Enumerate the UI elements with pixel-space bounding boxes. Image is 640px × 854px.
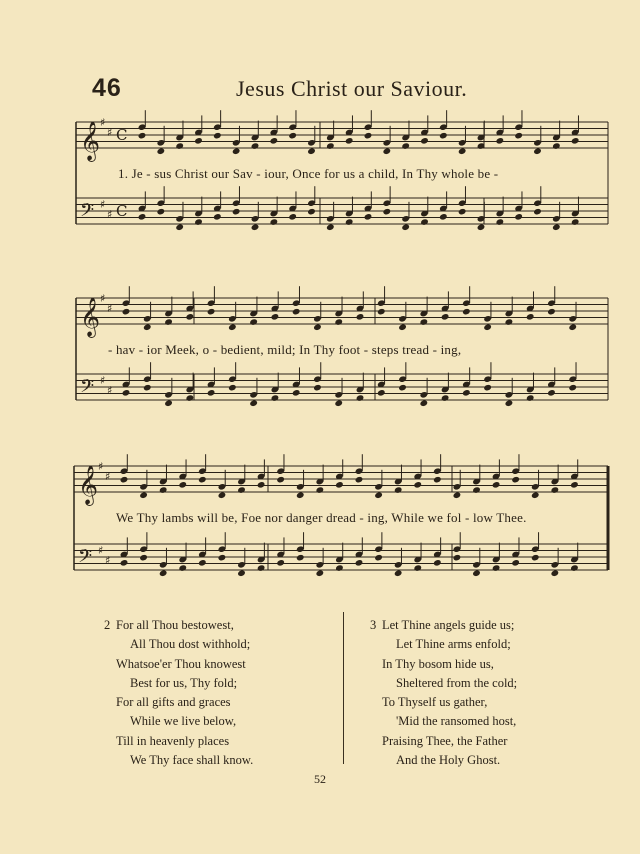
note-head <box>186 313 195 321</box>
note-head <box>296 554 305 562</box>
note-head <box>138 132 147 140</box>
note-head <box>335 564 344 572</box>
note-head <box>533 147 542 155</box>
hymn-number: 46 <box>92 74 122 102</box>
note-head <box>175 142 184 150</box>
common-time-icon: C <box>116 202 128 220</box>
note-head <box>505 399 514 407</box>
note-head <box>441 313 450 321</box>
stanza-2 <box>104 616 254 770</box>
note-head <box>178 481 187 489</box>
note-head <box>345 137 354 145</box>
sharp-icon: ♯ <box>107 302 113 315</box>
lyrics-system-3: We Thy lambs will be, Foe nor danger dread - ing, While we fol - low Thee. <box>116 510 527 525</box>
note-head <box>316 486 325 494</box>
stanza-line: Whatsoe'er Thou knowest <box>116 656 246 671</box>
note-head <box>552 223 561 231</box>
note-head <box>178 564 187 572</box>
note-head <box>458 208 467 216</box>
note-head <box>257 564 266 572</box>
note-head <box>271 313 280 321</box>
note-head <box>453 491 462 499</box>
note-head <box>237 486 246 494</box>
note-head <box>570 564 579 572</box>
note-head <box>462 389 471 397</box>
note-head <box>120 476 129 484</box>
note-head <box>496 218 505 226</box>
note-head <box>270 218 279 226</box>
note-head <box>307 147 316 155</box>
note-head <box>249 318 258 326</box>
note-head <box>477 223 486 231</box>
note-head <box>288 132 297 140</box>
note-head <box>420 218 429 226</box>
note-head <box>122 308 131 316</box>
note-head <box>198 559 207 567</box>
note-head <box>453 554 462 562</box>
note-head <box>398 384 407 392</box>
bass-clef-icon: 𝄢 <box>80 200 95 226</box>
note-head <box>511 559 520 567</box>
note-head <box>492 481 501 489</box>
note-head <box>394 569 403 577</box>
note-head <box>335 481 344 489</box>
note-head <box>271 394 280 402</box>
note-head <box>194 218 203 226</box>
note-head <box>139 554 148 562</box>
note-head <box>276 559 285 567</box>
note-head <box>514 213 523 221</box>
note-head <box>551 486 560 494</box>
note-head <box>276 476 285 484</box>
note-head <box>292 389 301 397</box>
note-head <box>420 318 429 326</box>
stanza-line: Praising Thee, the Father <box>382 733 508 748</box>
stanza-line: Sheltered from the cold; <box>396 675 518 690</box>
note-head <box>355 476 364 484</box>
stanza-line: We Thy face shall know. <box>130 753 254 768</box>
note-head <box>377 308 386 316</box>
note-head <box>232 147 241 155</box>
note-head <box>157 147 166 155</box>
sharp-icon: ♯ <box>100 198 106 211</box>
note-head <box>288 213 297 221</box>
note-head <box>228 384 237 392</box>
note-head <box>374 554 383 562</box>
note-head <box>571 137 580 145</box>
note-head <box>433 476 442 484</box>
note-head <box>313 323 322 331</box>
note-head <box>355 559 364 567</box>
hymn-title: Jesus Christ our Saviour. <box>236 76 468 101</box>
stanza-line: For all gifts and graces <box>116 695 231 710</box>
stanza-line: Till in heavenly places <box>116 733 230 748</box>
note-head <box>413 564 422 572</box>
note-head <box>296 491 305 499</box>
sharp-icon: ♯ <box>100 292 106 305</box>
note-head <box>533 208 542 216</box>
note-head <box>531 491 540 499</box>
stanza-line: In Thy bosom hide us, <box>382 656 494 671</box>
stanza-3 <box>370 616 518 770</box>
note-head <box>143 323 152 331</box>
bass-clef-icon: 𝄢 <box>80 376 95 402</box>
sharp-icon: ♯ <box>107 384 113 397</box>
treble-clef-icon: 𝄞 <box>80 297 101 337</box>
note-head <box>175 223 184 231</box>
treble-clef-icon: 𝄞 <box>78 465 99 505</box>
note-head <box>420 137 429 145</box>
note-head <box>194 137 203 145</box>
note-head <box>334 399 343 407</box>
note-head <box>334 318 343 326</box>
note-head <box>364 213 373 221</box>
bass-clef-icon: 𝄢 <box>78 546 93 572</box>
note-head <box>164 399 173 407</box>
note-head <box>228 323 237 331</box>
note-head <box>213 132 222 140</box>
note-head <box>249 399 258 407</box>
note-head <box>326 142 335 150</box>
note-head <box>356 394 365 402</box>
note-head <box>232 208 241 216</box>
sharp-icon: ♯ <box>107 126 113 139</box>
stanza-line: Let Thine angels guide us; <box>382 618 515 632</box>
note-head <box>441 394 450 402</box>
stanza-line: To Thyself us gather, <box>382 695 488 710</box>
treble-clef-icon: 𝄞 <box>80 121 101 161</box>
note-head <box>313 384 322 392</box>
sharp-icon: ♯ <box>100 116 106 129</box>
note-head <box>492 564 501 572</box>
note-head <box>514 132 523 140</box>
note-head <box>401 142 410 150</box>
note-head <box>139 491 148 499</box>
note-head <box>439 132 448 140</box>
note-head <box>472 569 481 577</box>
note-head <box>413 481 422 489</box>
note-head <box>186 394 195 402</box>
stanza-line: All Thou dost withhold; <box>130 637 251 652</box>
note-head <box>394 486 403 494</box>
note-head <box>547 389 556 397</box>
note-head <box>571 218 580 226</box>
note-head <box>316 569 325 577</box>
note-head <box>292 308 301 316</box>
lyrics-system-1: 1. Je - sus Christ our Sav - iour, Once for us a child, In Thy whole be - <box>118 166 499 181</box>
note-head <box>398 323 407 331</box>
note-head <box>568 384 577 392</box>
note-head <box>198 476 207 484</box>
note-head <box>143 384 152 392</box>
note-head <box>496 137 505 145</box>
note-head <box>374 491 383 499</box>
stanza-line: Best for us, Thy fold; <box>130 675 238 690</box>
note-head <box>383 208 392 216</box>
common-time-icon: C <box>116 126 128 144</box>
note-head <box>251 142 260 150</box>
note-head <box>207 308 216 316</box>
sharp-icon: ♯ <box>98 544 104 557</box>
note-head <box>383 147 392 155</box>
note-head <box>420 399 429 407</box>
note-head <box>551 569 560 577</box>
note-head <box>505 318 514 326</box>
note-head <box>401 223 410 231</box>
note-head <box>356 313 365 321</box>
note-head <box>207 389 216 397</box>
note-head <box>257 481 266 489</box>
stanza-line: While we live below, <box>130 714 237 729</box>
stanza-2-number: 2 <box>104 618 111 632</box>
note-head <box>552 142 561 150</box>
note-head <box>251 223 260 231</box>
note-head <box>377 389 386 397</box>
note-head <box>364 132 373 140</box>
note-head <box>531 554 540 562</box>
note-head <box>237 569 246 577</box>
note-head <box>570 481 579 489</box>
stanza-line: And the Holy Ghost. <box>396 753 501 768</box>
note-head <box>547 308 556 316</box>
stanza-line: For all Thou bestowest, <box>116 618 234 632</box>
stanza-line: Let Thine arms enfold; <box>396 637 511 652</box>
note-head <box>270 137 279 145</box>
note-head <box>483 323 492 331</box>
note-head <box>307 208 316 216</box>
page-number: 52 <box>314 772 326 786</box>
note-head <box>472 486 481 494</box>
note-head <box>433 559 442 567</box>
sharp-icon: ♯ <box>98 460 104 473</box>
note-head <box>568 323 577 331</box>
note-head <box>462 308 471 316</box>
note-head <box>345 218 354 226</box>
sharp-icon: ♯ <box>105 470 111 483</box>
note-head <box>138 213 147 221</box>
note-head <box>483 384 492 392</box>
note-head <box>511 476 520 484</box>
sharp-icon: ♯ <box>100 374 106 387</box>
note-head <box>157 208 166 216</box>
note-head <box>218 491 227 499</box>
note-head <box>526 313 535 321</box>
stanza-3-number: 3 <box>370 618 377 632</box>
stanza-line: 'Mid the ransomed host, <box>396 714 517 729</box>
note-head <box>458 147 467 155</box>
note-head <box>122 389 131 397</box>
sharp-icon: ♯ <box>107 208 113 221</box>
note-head <box>326 223 335 231</box>
note-head <box>164 318 173 326</box>
stanza-divider <box>343 612 344 764</box>
note-head <box>159 569 168 577</box>
note-head <box>218 554 227 562</box>
note-head <box>526 394 535 402</box>
lyrics-system-2: - hav - ior Meek, o - bedient, mild; In Thy foot - steps tread - ing, <box>108 342 462 357</box>
note-head <box>159 486 168 494</box>
note-head <box>439 213 448 221</box>
note-head <box>120 559 129 567</box>
note-head <box>213 213 222 221</box>
sharp-icon: ♯ <box>105 554 111 567</box>
